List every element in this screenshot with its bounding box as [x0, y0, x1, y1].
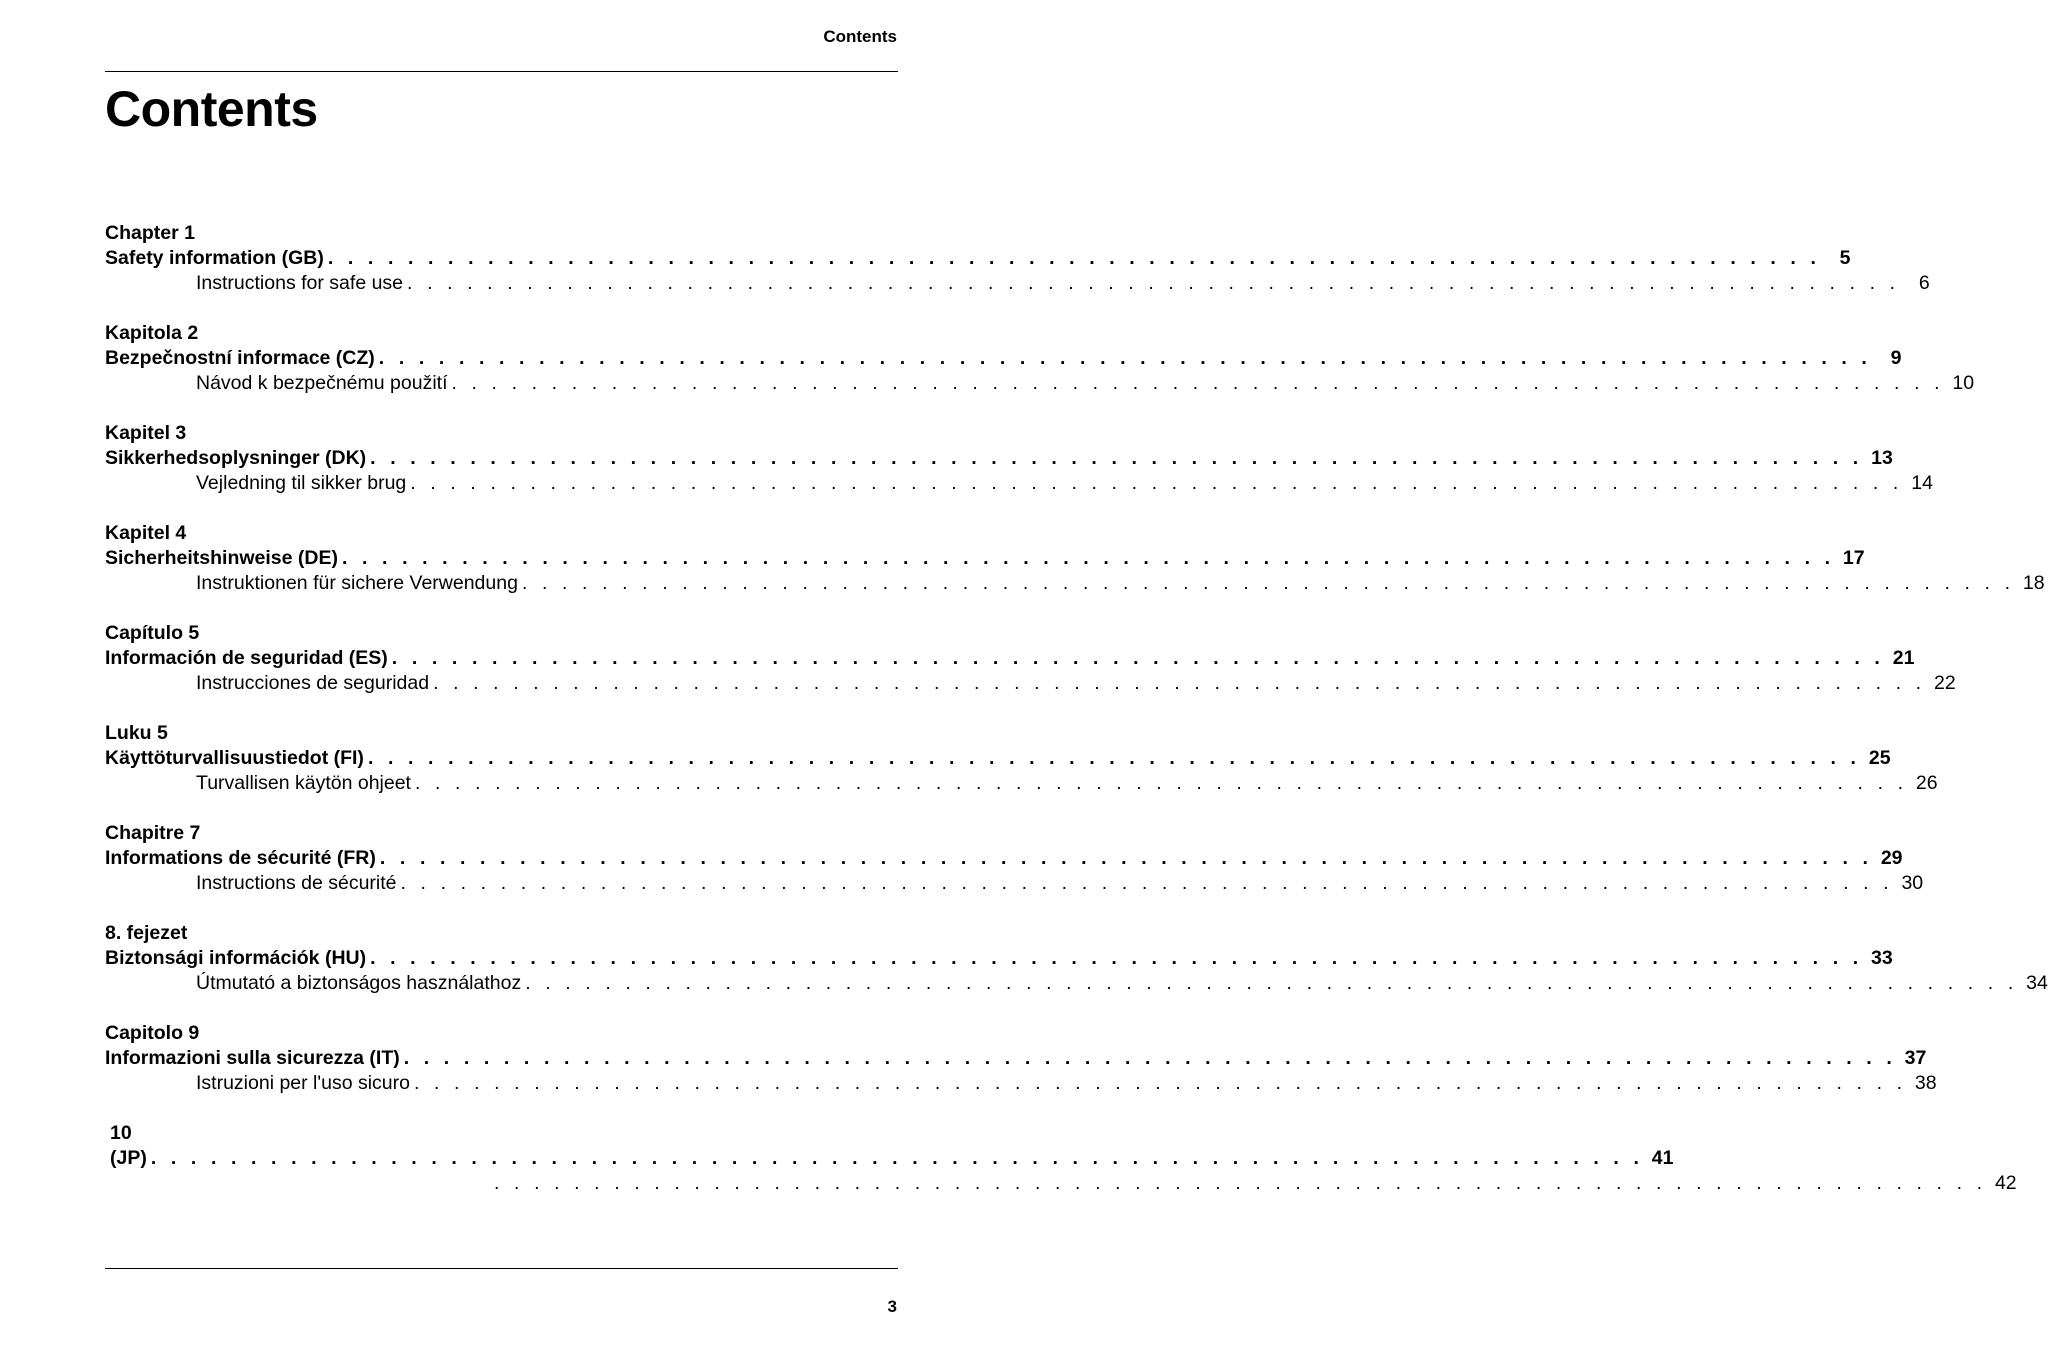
subentry-page: 6: [1918, 272, 1930, 294]
toc-chapter: [105, 1021, 1937, 1096]
running-header-title: Contents: [823, 27, 897, 46]
dot-leader: . . . . . . . . . . . . . . . . . . . . . . . . . . . . . . . . . . . . . . . . . . . . . . . . . . . . . . . . . . . . . . . . . . . . . . . . . . .: [433, 672, 1926, 694]
toc-chapter: [105, 921, 2048, 996]
entry-title: Biztonsági információk (HU): [105, 947, 367, 969]
chapter-label-line: [110, 1121, 710, 1146]
dot-leader: . . . . . . . . . . . . . . . . . . . . . . . . . . . . . . . . . . . . . . . . . . . . . . . . . . . . . . . . . . . . . . . . . . . . . . . . . . .: [413, 1072, 1907, 1094]
subentry-title: Istruzioni per l'uso sicuro: [196, 1072, 410, 1094]
toc-chapter: [105, 721, 1938, 796]
toc-subentry[interactable]: [105, 471, 1933, 496]
dot-leader: . . . . . . . . . . . . . . . . . . . . . . . . . . . . . . . . . . . . . . . . . . . . . . . . . . . . . . . . . . . . . . . . . . . . . . . . . . .: [370, 947, 1863, 969]
toc-entry[interactable]: [105, 746, 1891, 771]
subentry-title: Vejledning til sikker brug: [196, 472, 407, 494]
toc-chapter: [105, 821, 1924, 896]
dot-leader: . . . . . . . . . . . . . . . . . . . . . . . . . . . . . . . . . . . . . . . . . . . . . . . . . . . . . . . . . . . . . . . . . . . . . . . . . . .: [379, 847, 1873, 869]
toc-entry[interactable]: [105, 1046, 1927, 1071]
dot-leader: . . . . . . . . . . . . . . . . . . . . . . . . . . . . . . . . . . . . . . . . . . . . . . . . . . . . . . . . . . . . . . . . . . . . . . . . . . .: [367, 747, 1861, 769]
dot-leader: . . . . . . . . . . . . . . . . . . . . . . . . . . . . . . . . . . . . . . . . . . . . . . . . . . . . . . . . . . . . . . . . . . . . . . . . . . .: [403, 1047, 1897, 1069]
subentry-page: 18: [2022, 572, 2045, 594]
dot-leader: . . . . . . . . . . . . . . . . . . . . . . . . . . . . . . . . . . . . . . . . . . . . . . . . . . . . . . . . . . . . . . . . . . . . . . . . . . .: [370, 447, 1863, 469]
dot-leader: . . . . . . . . . . . . . . . . . . . . . . . . . . . . . . . . . . . . . . . . . . . . . . . . . . . . . . . . . . . . . . . . . . . . . . . . . . .: [407, 272, 1900, 294]
toc-subentry[interactable]: [105, 971, 2048, 996]
page-title: Contents: [105, 81, 318, 137]
chapter-label-line: [105, 421, 895, 446]
toc-subentry[interactable]: [110, 1171, 2017, 1196]
chapter-label-line: [105, 621, 895, 646]
chapter-label-line: [105, 921, 895, 946]
entry-page: 21: [1892, 647, 1915, 669]
toc-entry[interactable]: [105, 946, 1893, 971]
subentry-page: 10: [1952, 372, 1975, 394]
subentry-page: 14: [1911, 472, 1933, 494]
toc-subentry[interactable]: [105, 1071, 1937, 1096]
toc-chapter: [105, 421, 1933, 496]
toc-entry[interactable]: [105, 346, 1902, 371]
entry-page: 5: [1839, 247, 1851, 269]
subentry-page: 30: [1901, 872, 1924, 894]
chapter-label-line: [105, 321, 895, 346]
entry-page: 29: [1880, 847, 1903, 869]
chapter-label: Kapitel 3: [105, 422, 187, 444]
subentry-title: Instructions for safe use: [196, 272, 404, 294]
entry-title: Bezpečnostní informace (CZ): [105, 347, 375, 369]
chapter-label: Luku 5: [105, 722, 168, 744]
footer-rule: [105, 1268, 898, 1269]
chapter-label-line: [105, 1021, 895, 1046]
toc-entry[interactable]: [105, 246, 1851, 271]
chapter-label: Kapitola 2: [105, 322, 199, 344]
subentry-page: 42: [1994, 1172, 2017, 1194]
chapter-label: Chapitre 7: [105, 822, 201, 844]
toc-subentry[interactable]: [105, 871, 1924, 896]
entry-page: 41: [1651, 1147, 1674, 1169]
header-rule: [105, 71, 898, 72]
dot-leader: . . . . . . . . . . . . . . . . . . . . . . . . . . . . . . . . . . . . . . . . . . . . . . . . . . . . . . . . . . . . . . . . . . . . . . . . . . .: [451, 372, 1945, 394]
entry-page: 13: [1871, 447, 1893, 469]
entry-page: 25: [1868, 747, 1891, 769]
dot-leader: . . . . . . . . . . . . . . . . . . . . . . . . . . . . . . . . . . . . . . . . . . . . . . . . . . . . . . . . . . . . . . . . . . . . . . . . . . .: [494, 1172, 1987, 1194]
entry-page: 17: [1842, 547, 1865, 569]
entry-title: Käyttöturvallisuustiedot (FI): [105, 747, 364, 769]
page-number: 3: [887, 1297, 897, 1316]
subentry-page: 38: [1914, 1072, 1937, 1094]
dot-leader: . . . . . . . . . . . . . . . . . . . . . . . . . . . . . . . . . . . . . . . . . . . . . . . . . . . . . . . . . . . . . . . . . . . . . . . . . . .: [391, 647, 1885, 669]
subentry-title: Útmutató a biztonságos használathoz: [196, 972, 522, 994]
dot-leader: . . . . . . . . . . . . . . . . . . . . . . . . . . . . . . . . . . . . . . . . . . . . . . . . . . . . . . . . . . . . . . . . . . . . . . . . . . .: [400, 872, 1894, 894]
chapter-label: Capítulo 5: [105, 622, 200, 644]
entry-page: 37: [1904, 1047, 1927, 1069]
entry-page: 9: [1890, 347, 1902, 369]
entry-title: Informazioni sulla sicurezza (IT): [105, 1047, 400, 1069]
dot-leader: . . . . . . . . . . . . . . . . . . . . . . . . . . . . . . . . . . . . . . . . . . . . . . . . . . . . . . . . . . . . . . . . . . . . . . . . . . .: [410, 472, 1903, 494]
subentry-title: Instruktionen für sichere Verwendung: [196, 572, 518, 594]
toc-chapter: [105, 1121, 2017, 1196]
dot-leader: . . . . . . . . . . . . . . . . . . . . . . . . . . . . . . . . . . . . . . . . . . . . . . . . . . . . . . . . . . . . . . . . . . . . . . . . . . .: [150, 1147, 1644, 1169]
toc-chapter: [105, 621, 1956, 696]
toc-subentry[interactable]: [105, 771, 1938, 796]
dot-leader: . . . . . . . . . . . . . . . . . . . . . . . . . . . . . . . . . . . . . . . . . . . . . . . . . . . . . . . . . . . . . . . . . . . . . . . . . . .: [327, 247, 1821, 269]
entry-title: Sicherheitshinweise (DE): [105, 547, 338, 569]
toc-subentry[interactable]: [105, 671, 1956, 696]
toc-subentry[interactable]: [105, 271, 1930, 296]
toc-subentry[interactable]: [105, 571, 2045, 596]
dot-leader: . . . . . . . . . . . . . . . . . . . . . . . . . . . . . . . . . . . . . . . . . . . . . . . . . . . . . . . . . . . . . . . . . . . . . . . . . . .: [521, 572, 2015, 594]
chapter-label-line: [105, 821, 895, 846]
toc-subentry[interactable]: [105, 371, 1975, 396]
entry-title: Sikkerhedsoplysninger (DK): [105, 447, 367, 469]
subentry-page: 26: [1915, 772, 1938, 794]
chapter-label: 10: [110, 1122, 132, 1144]
chapter-label: Chapter 1: [105, 222, 195, 244]
table-of-contents: [105, 221, 2048, 1221]
subentry-title: Instructions de sécurité: [196, 872, 397, 894]
toc-entry[interactable]: [105, 446, 1893, 471]
chapter-label-line: [105, 521, 895, 546]
subentry-page: 22: [1934, 672, 1956, 694]
entry-title: (JP): [110, 1147, 147, 1169]
chapter-label-line: [105, 721, 895, 746]
entry-page: 33: [1871, 947, 1893, 969]
entry-title: Información de seguridad (ES): [105, 647, 388, 669]
toc-chapter: [105, 221, 1930, 296]
toc-chapter: [105, 321, 1975, 396]
toc-chapter: [105, 521, 2045, 596]
dot-leader: . . . . . . . . . . . . . . . . . . . . . . . . . . . . . . . . . . . . . . . . . . . . . . . . . . . . . . . . . . . . . . . . . . . . . . . . . . .: [525, 972, 2018, 994]
toc-entry[interactable]: [105, 846, 1903, 871]
subentry-title: Návod k bezpečnému použití: [196, 372, 448, 394]
chapter-label: Kapitel 4: [105, 522, 187, 544]
toc-entry[interactable]: [105, 546, 1865, 571]
subentry-title: Turvallisen käytön ohjeet: [196, 772, 411, 794]
toc-entry[interactable]: [105, 646, 1915, 671]
entry-title: Informations de sécurité (FR): [105, 847, 376, 869]
chapter-label: Capitolo 9: [105, 1022, 200, 1044]
chapter-label-line: [105, 221, 895, 246]
dot-leader: . . . . . . . . . . . . . . . . . . . . . . . . . . . . . . . . . . . . . . . . . . . . . . . . . . . . . . . . . . . . . . . . . . . . . . . . . . .: [341, 547, 1835, 569]
dot-leader: . . . . . . . . . . . . . . . . . . . . . . . . . . . . . . . . . . . . . . . . . . . . . . . . . . . . . . . . . . . . . . . . . . . . . . . . . . .: [414, 772, 1908, 794]
chapter-label: 8. fejezet: [105, 922, 188, 944]
entry-title: Safety information (GB): [105, 247, 324, 269]
subentry-page: 34: [2026, 972, 2048, 994]
dot-leader: . . . . . . . . . . . . . . . . . . . . . . . . . . . . . . . . . . . . . . . . . . . . . . . . . . . . . . . . . . . . . . . . . . . . . . . . . . .: [378, 347, 1872, 369]
toc-entry[interactable]: [110, 1146, 1674, 1171]
subentry-title: Instrucciones de seguridad: [196, 672, 430, 694]
